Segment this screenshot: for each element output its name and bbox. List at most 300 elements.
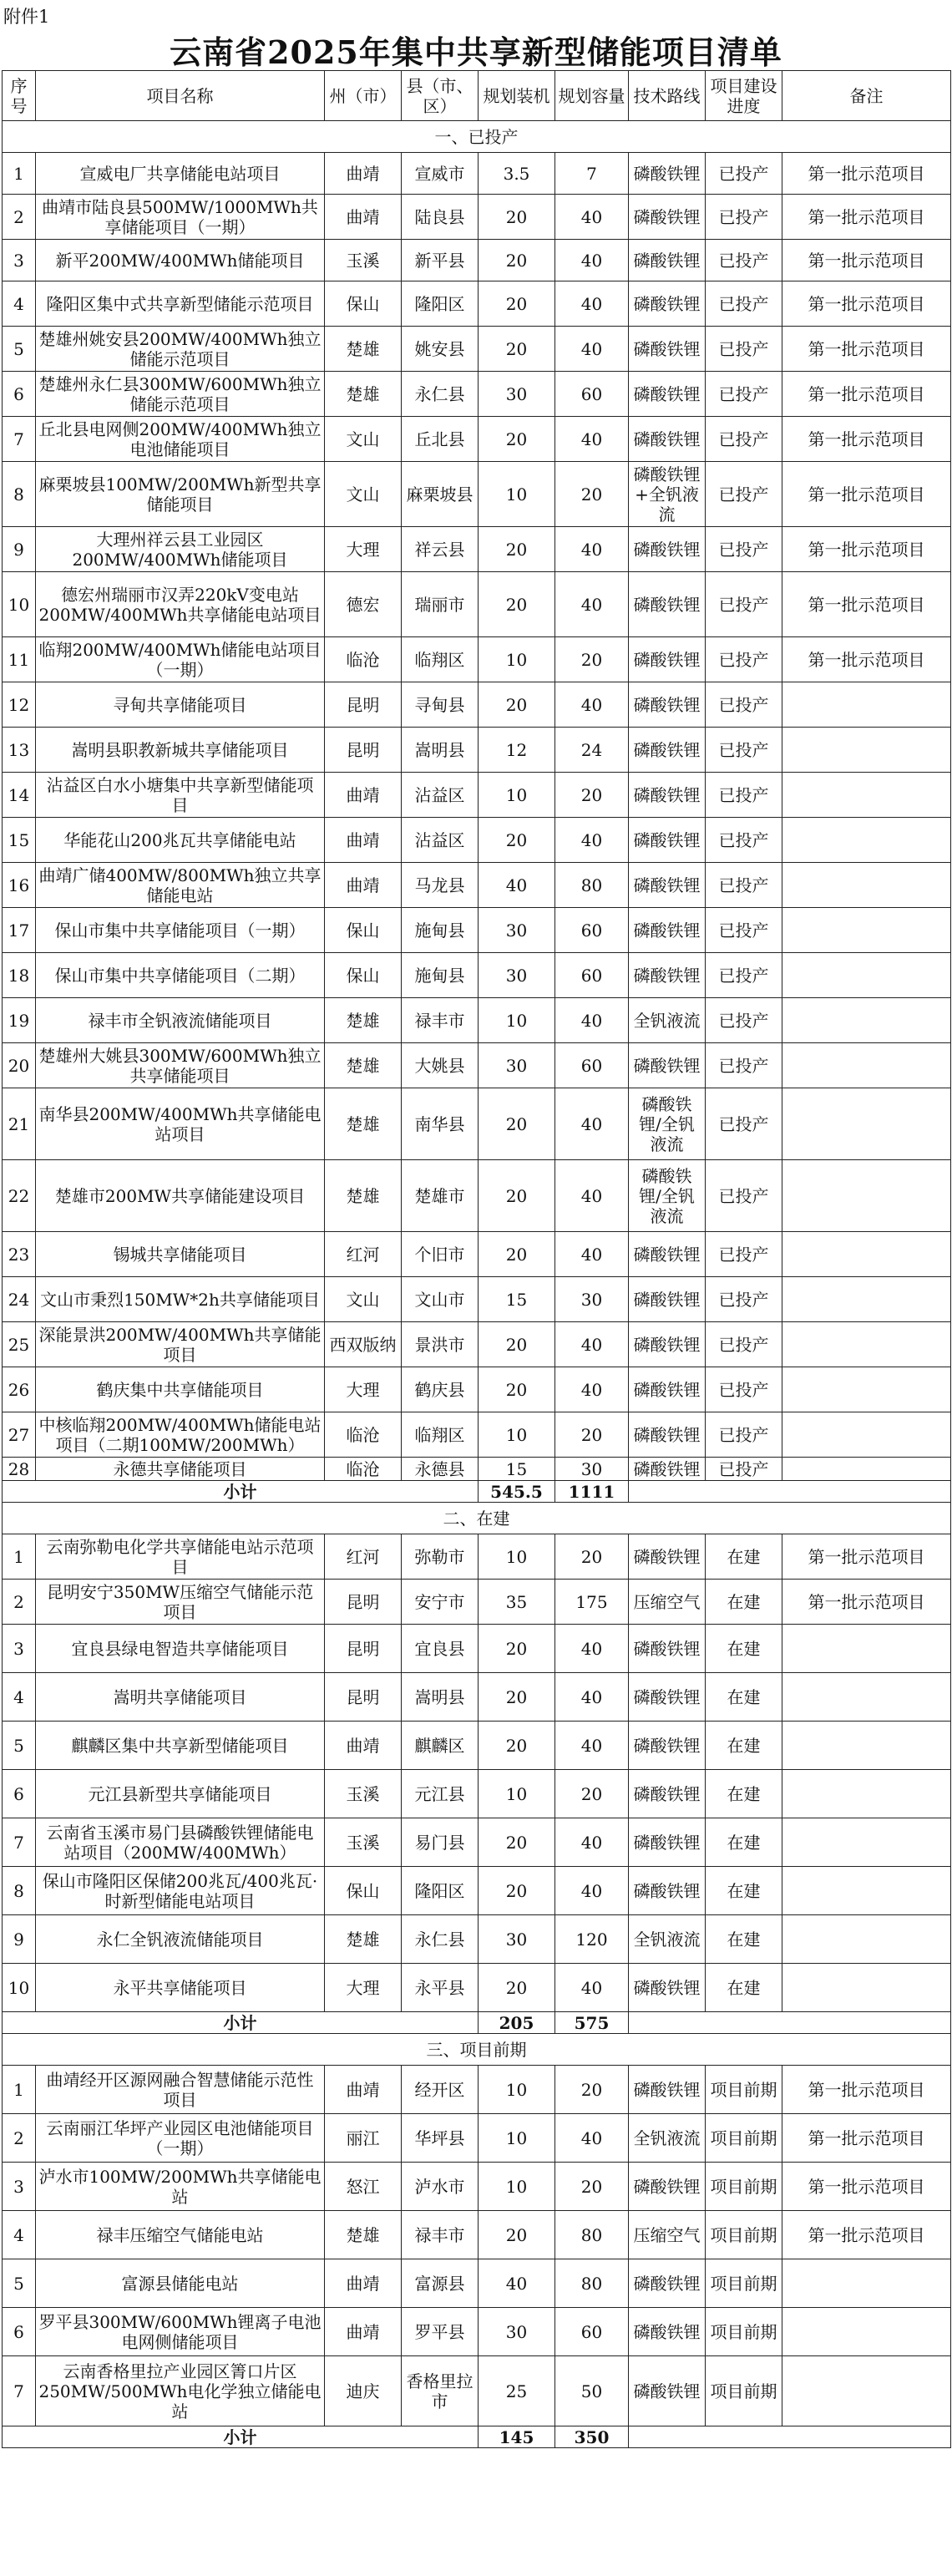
- planned-power-cell: 20: [479, 1818, 555, 1867]
- row-number-cell: 26: [3, 1367, 36, 1412]
- remark-cell: [782, 1818, 951, 1867]
- remark-cell: 第一批示范项目: [782, 637, 951, 682]
- tech-route-cell: 压缩空气: [629, 1580, 706, 1625]
- project-name-cell: 德宏州瑞丽市汉弄220kV变电站200MW/400MWh共享储能电站项目: [36, 572, 325, 637]
- planned-capacity-cell: 40: [555, 1673, 629, 1722]
- subtotal-empty: [629, 1481, 951, 1503]
- city-cell: 楚雄: [325, 372, 402, 417]
- project-name-cell: 云南弥勒电化学共享储能电站示范项目: [36, 1534, 325, 1580]
- table-row: [3, 2114, 951, 2163]
- build-status-cell: 已投产: [706, 953, 782, 998]
- tech-route-cell: 磷酸铁锂: [629, 2308, 706, 2356]
- planned-capacity-cell: 30: [555, 1458, 629, 1481]
- remark-cell: 第一批示范项目: [782, 281, 951, 327]
- row-number-cell: 2: [3, 1580, 36, 1625]
- planned-power-cell: 20: [479, 1722, 555, 1770]
- planned-power-cell: 10: [479, 2114, 555, 2163]
- city-cell: 临沧: [325, 637, 402, 682]
- city-cell: 临沧: [325, 1412, 402, 1458]
- tech-route-cell: 磷酸铁锂: [629, 1722, 706, 1770]
- remark-cell: [782, 682, 951, 728]
- row-number-cell: 6: [3, 2308, 36, 2356]
- row-number-cell: 19: [3, 998, 36, 1043]
- table-row: [3, 1458, 951, 1481]
- tech-route-cell: 磷酸铁锂/全钒液流: [629, 1160, 706, 1232]
- build-status-cell: 已投产: [706, 327, 782, 372]
- build-status-cell: 在建: [706, 1964, 782, 2012]
- city-cell: 临沧: [325, 1458, 402, 1481]
- build-status-cell: 在建: [706, 1673, 782, 1722]
- planned-capacity-cell: 40: [555, 1322, 629, 1367]
- tech-route-cell: 磷酸铁锂: [629, 195, 706, 240]
- city-cell: 曲靖: [325, 153, 402, 195]
- county-cell: 大姚县: [402, 1043, 479, 1088]
- build-status-cell: 已投产: [706, 372, 782, 417]
- planned-capacity-cell: 20: [555, 2066, 629, 2114]
- county-cell: 禄丰市: [402, 998, 479, 1043]
- planned-capacity-cell: 80: [555, 2259, 629, 2308]
- county-cell: 寻甸县: [402, 682, 479, 728]
- subtotal-row: [3, 1481, 951, 1503]
- project-name-cell: 永仁全钒液流储能项目: [36, 1915, 325, 1964]
- planned-power-cell: 12: [479, 728, 555, 773]
- city-cell: 曲靖: [325, 195, 402, 240]
- build-status-cell: 已投产: [706, 1277, 782, 1322]
- remark-cell: [782, 1232, 951, 1277]
- remark-cell: [782, 728, 951, 773]
- tech-route-cell: 磷酸铁锂: [629, 572, 706, 637]
- remark-cell: [782, 1088, 951, 1160]
- row-number-cell: 17: [3, 908, 36, 953]
- planned-power-cell: 15: [479, 1458, 555, 1481]
- build-status-cell: 已投产: [706, 1232, 782, 1277]
- subtotal-capacity: 575: [555, 2012, 629, 2034]
- tech-route-cell: 磷酸铁锂: [629, 417, 706, 462]
- project-name-cell: 临翔200MW/400MWh储能电站项目（一期）: [36, 637, 325, 682]
- remark-cell: 第一批示范项目: [782, 372, 951, 417]
- county-cell: 麒麟区: [402, 1722, 479, 1770]
- build-status-cell: 已投产: [706, 462, 782, 527]
- tech-route-cell: 磷酸铁锂: [629, 2163, 706, 2211]
- county-cell: 马龙县: [402, 863, 479, 908]
- project-name-cell: 锡城共享储能项目: [36, 1232, 325, 1277]
- table-row: [3, 2356, 951, 2426]
- planned-capacity-cell: 40: [555, 527, 629, 572]
- header-power: 规划装机: [479, 71, 555, 121]
- row-number-cell: 1: [3, 153, 36, 195]
- remark-cell: 第一批示范项目: [782, 2211, 951, 2259]
- build-status-cell: 项目前期: [706, 2356, 782, 2426]
- planned-power-cell: 20: [479, 1964, 555, 2012]
- planned-capacity-cell: 40: [555, 572, 629, 637]
- planned-capacity-cell: 40: [555, 682, 629, 728]
- project-name-cell: 永德共享储能项目: [36, 1458, 325, 1481]
- county-cell: 元江县: [402, 1770, 479, 1818]
- tech-route-cell: 磷酸铁锂: [629, 1673, 706, 1722]
- county-cell: 临翔区: [402, 637, 479, 682]
- planned-capacity-cell: 40: [555, 818, 629, 863]
- project-name-cell: 麒麟区集中共享新型储能项目: [36, 1722, 325, 1770]
- city-cell: 西双版纳: [325, 1322, 402, 1367]
- table-row: [3, 572, 951, 637]
- table-row: [3, 2308, 951, 2356]
- build-status-cell: 在建: [706, 1625, 782, 1673]
- county-cell: 姚安县: [402, 327, 479, 372]
- row-number-cell: 4: [3, 281, 36, 327]
- county-cell: 罗平县: [402, 2308, 479, 2356]
- county-cell: 永平县: [402, 1964, 479, 2012]
- row-number-cell: 5: [3, 327, 36, 372]
- planned-power-cell: 20: [479, 1088, 555, 1160]
- subtotal-power: 205: [479, 2012, 555, 2034]
- planned-power-cell: 20: [479, 1367, 555, 1412]
- tech-route-cell: 磷酸铁锂: [629, 1232, 706, 1277]
- table-row: [3, 773, 951, 818]
- subtotal-power: 545.5: [479, 1481, 555, 1503]
- table-row: [3, 728, 951, 773]
- remark-cell: 第一批示范项目: [782, 195, 951, 240]
- row-number-cell: 21: [3, 1088, 36, 1160]
- row-number-cell: 3: [3, 240, 36, 281]
- remark-cell: [782, 863, 951, 908]
- planned-capacity-cell: 40: [555, 1625, 629, 1673]
- county-cell: 沾益区: [402, 818, 479, 863]
- table-row: [3, 2259, 951, 2308]
- city-cell: 保山: [325, 953, 402, 998]
- tech-route-cell: 全钒液流: [629, 1915, 706, 1964]
- city-cell: 昆明: [325, 1625, 402, 1673]
- planned-capacity-cell: 175: [555, 1580, 629, 1625]
- tech-route-cell: 磷酸铁锂: [629, 153, 706, 195]
- tech-route-cell: 磷酸铁锂/全钒液流: [629, 1088, 706, 1160]
- tech-route-cell: 磷酸铁锂: [629, 527, 706, 572]
- project-name-cell: 宜良县绿电智造共享储能项目: [36, 1625, 325, 1673]
- county-cell: 南华县: [402, 1088, 479, 1160]
- project-name-cell: 大理州祥云县工业园区200MW/400MWh储能项目: [36, 527, 325, 572]
- county-cell: 麻栗坡县: [402, 462, 479, 527]
- city-cell: 红河: [325, 1534, 402, 1580]
- planned-capacity-cell: 60: [555, 908, 629, 953]
- planned-power-cell: 10: [479, 637, 555, 682]
- tech-route-cell: 磷酸铁锂: [629, 1770, 706, 1818]
- city-cell: 玉溪: [325, 1818, 402, 1867]
- county-cell: 个旧市: [402, 1232, 479, 1277]
- remark-cell: [782, 1770, 951, 1818]
- section-heading: 二、在建: [3, 1503, 951, 1534]
- annex-label: 附件1: [3, 7, 50, 27]
- remark-cell: [782, 1915, 951, 1964]
- remark-cell: 第一批示范项目: [782, 572, 951, 637]
- build-status-cell: 已投产: [706, 153, 782, 195]
- remark-cell: 第一批示范项目: [782, 1580, 951, 1625]
- city-cell: 玉溪: [325, 240, 402, 281]
- tech-route-cell: 磷酸铁锂: [629, 953, 706, 998]
- planned-power-cell: 10: [479, 1534, 555, 1580]
- build-status-cell: 已投产: [706, 1412, 782, 1458]
- city-cell: 楚雄: [325, 327, 402, 372]
- build-status-cell: 已投产: [706, 637, 782, 682]
- table-row: [3, 1867, 951, 1915]
- city-cell: 楚雄: [325, 1160, 402, 1232]
- header-note: 备注: [782, 71, 951, 121]
- row-number-cell: 10: [3, 572, 36, 637]
- build-status-cell: 已投产: [706, 773, 782, 818]
- project-name-cell: 楚雄市200MW共享储能建设项目: [36, 1160, 325, 1232]
- build-status-cell: 已投产: [706, 195, 782, 240]
- build-status-cell: 已投产: [706, 682, 782, 728]
- planned-capacity-cell: 20: [555, 462, 629, 527]
- table-row: [3, 1818, 951, 1867]
- table-row: [3, 637, 951, 682]
- county-cell: 施甸县: [402, 953, 479, 998]
- city-cell: 曲靖: [325, 2066, 402, 2114]
- remark-cell: 第一批示范项目: [782, 462, 951, 527]
- city-cell: 文山: [325, 462, 402, 527]
- city-cell: 保山: [325, 1867, 402, 1915]
- planned-capacity-cell: 20: [555, 1534, 629, 1580]
- tech-route-cell: 磷酸铁锂: [629, 1412, 706, 1458]
- project-name-cell: 嵩明共享储能项目: [36, 1673, 325, 1722]
- tech-route-cell: 磷酸铁锂: [629, 818, 706, 863]
- planned-capacity-cell: 20: [555, 1412, 629, 1458]
- project-name-cell: 文山市秉烈150MW*2h共享储能项目: [36, 1277, 325, 1322]
- planned-capacity-cell: 40: [555, 281, 629, 327]
- tech-route-cell: 磷酸铁锂: [629, 372, 706, 417]
- build-status-cell: 项目前期: [706, 2259, 782, 2308]
- row-number-cell: 22: [3, 1160, 36, 1232]
- planned-capacity-cell: 80: [555, 2211, 629, 2259]
- planned-capacity-cell: 40: [555, 195, 629, 240]
- subtotal-label: 小计: [3, 2012, 479, 2034]
- project-name-cell: 禄丰市全钒液流储能项目: [36, 998, 325, 1043]
- section-heading-row: [3, 121, 951, 153]
- table-row: [3, 998, 951, 1043]
- city-cell: 玉溪: [325, 1770, 402, 1818]
- county-cell: 易门县: [402, 1818, 479, 1867]
- row-number-cell: 24: [3, 1277, 36, 1322]
- remark-cell: [782, 1277, 951, 1322]
- planned-power-cell: 30: [479, 953, 555, 998]
- remark-cell: [782, 1322, 951, 1367]
- row-number-cell: 1: [3, 2066, 36, 2114]
- header-status: 项目建设进度: [706, 71, 782, 121]
- remark-cell: [782, 908, 951, 953]
- remark-cell: [782, 1367, 951, 1412]
- county-cell: 泸水市: [402, 2163, 479, 2211]
- tech-route-cell: 磷酸铁锂: [629, 1625, 706, 1673]
- table-row: [3, 462, 951, 527]
- tech-route-cell: 磷酸铁锂: [629, 1458, 706, 1481]
- project-name-cell: 新平200MW/400MWh储能项目: [36, 240, 325, 281]
- planned-power-cell: 20: [479, 281, 555, 327]
- planned-power-cell: 20: [479, 1232, 555, 1277]
- build-status-cell: 在建: [706, 1534, 782, 1580]
- row-number-cell: 28: [3, 1458, 36, 1481]
- build-status-cell: 在建: [706, 1915, 782, 1964]
- project-table: [2, 70, 951, 2448]
- row-number-cell: 5: [3, 1722, 36, 1770]
- city-cell: 楚雄: [325, 2211, 402, 2259]
- remark-cell: [782, 1625, 951, 1673]
- table-row: [3, 1722, 951, 1770]
- county-cell: 瑞丽市: [402, 572, 479, 637]
- remark-cell: 第一批示范项目: [782, 153, 951, 195]
- remark-cell: 第一批示范项目: [782, 527, 951, 572]
- project-name-cell: 麻栗坡县100MW/200MWh新型共享储能项目: [36, 462, 325, 527]
- planned-power-cell: 20: [479, 1673, 555, 1722]
- table-body: [3, 121, 951, 2448]
- remark-cell: [782, 1412, 951, 1458]
- project-name-cell: 南华县200MW/400MWh共享储能电站项目: [36, 1088, 325, 1160]
- table-row: [3, 1367, 951, 1412]
- city-cell: 曲靖: [325, 863, 402, 908]
- table-row: [3, 327, 951, 372]
- tech-route-cell: 磷酸铁锂: [629, 773, 706, 818]
- row-number-cell: 14: [3, 773, 36, 818]
- row-number-cell: 9: [3, 1915, 36, 1964]
- remark-cell: [782, 773, 951, 818]
- subtotal-capacity: 350: [555, 2426, 629, 2448]
- project-name-cell: 楚雄州姚安县200MW/400MWh独立储能示范项目: [36, 327, 325, 372]
- table-row: [3, 153, 951, 195]
- row-number-cell: 2: [3, 195, 36, 240]
- tech-route-cell: 磷酸铁锂: [629, 2356, 706, 2426]
- remark-cell: 第一批示范项目: [782, 417, 951, 462]
- build-status-cell: 已投产: [706, 818, 782, 863]
- remark-cell: 第一批示范项目: [782, 2163, 951, 2211]
- row-number-cell: 7: [3, 2356, 36, 2426]
- planned-power-cell: 30: [479, 1043, 555, 1088]
- planned-capacity-cell: 20: [555, 637, 629, 682]
- table-row: [3, 863, 951, 908]
- row-number-cell: 16: [3, 863, 36, 908]
- table-row: [3, 908, 951, 953]
- tech-route-cell: 磷酸铁锂: [629, 2066, 706, 2114]
- remark-cell: [782, 998, 951, 1043]
- county-cell: 隆阳区: [402, 281, 479, 327]
- subtotal-empty: [629, 2012, 951, 2034]
- planned-capacity-cell: 40: [555, 1818, 629, 1867]
- tech-route-cell: 磷酸铁锂: [629, 1367, 706, 1412]
- city-cell: 昆明: [325, 728, 402, 773]
- build-status-cell: 项目前期: [706, 2211, 782, 2259]
- tech-route-cell: 磷酸铁锂: [629, 908, 706, 953]
- table-row: [3, 1412, 951, 1458]
- row-number-cell: 15: [3, 818, 36, 863]
- county-cell: 景洪市: [402, 1322, 479, 1367]
- planned-power-cell: 25: [479, 2356, 555, 2426]
- project-name-cell: 罗平县300MW/600MWh锂离子电池电网侧储能项目: [36, 2308, 325, 2356]
- project-name-cell: 云南丽江华坪产业园区电池储能项目（一期）: [36, 2114, 325, 2163]
- city-cell: 楚雄: [325, 998, 402, 1043]
- tech-route-cell: 压缩空气: [629, 2211, 706, 2259]
- planned-power-cell: 30: [479, 2308, 555, 2356]
- planned-capacity-cell: 40: [555, 1088, 629, 1160]
- project-name-cell: 昆明安宁350MW压缩空气储能示范项目: [36, 1580, 325, 1625]
- row-number-cell: 4: [3, 2211, 36, 2259]
- county-cell: 楚雄市: [402, 1160, 479, 1232]
- city-cell: 楚雄: [325, 1043, 402, 1088]
- remark-cell: [782, 1964, 951, 2012]
- county-cell: 安宁市: [402, 1580, 479, 1625]
- build-status-cell: 已投产: [706, 908, 782, 953]
- project-name-cell: 云南香格里拉产业园区箐口片区250MW/500MWh电化学独立储能电站: [36, 2356, 325, 2426]
- remark-cell: [782, 1458, 951, 1481]
- tech-route-cell: 磷酸铁锂: [629, 327, 706, 372]
- build-status-cell: 项目前期: [706, 2163, 782, 2211]
- table-row: [3, 682, 951, 728]
- planned-power-cell: 3.5: [479, 153, 555, 195]
- county-cell: 丘北县: [402, 417, 479, 462]
- row-number-cell: 9: [3, 527, 36, 572]
- project-name-cell: 永平共享储能项目: [36, 1964, 325, 2012]
- city-cell: 昆明: [325, 682, 402, 728]
- planned-power-cell: 15: [479, 1277, 555, 1322]
- row-number-cell: 11: [3, 637, 36, 682]
- county-cell: 华坪县: [402, 2114, 479, 2163]
- planned-power-cell: 30: [479, 908, 555, 953]
- row-number-cell: 1: [3, 1534, 36, 1580]
- remark-cell: 第一批示范项目: [782, 1534, 951, 1580]
- planned-capacity-cell: 60: [555, 1043, 629, 1088]
- row-number-cell: 7: [3, 417, 36, 462]
- county-cell: 香格里拉市: [402, 2356, 479, 2426]
- planned-power-cell: 20: [479, 195, 555, 240]
- table-row: [3, 1625, 951, 1673]
- city-cell: 楚雄: [325, 1088, 402, 1160]
- row-number-cell: 2: [3, 2114, 36, 2163]
- county-cell: 新平县: [402, 240, 479, 281]
- planned-capacity-cell: 20: [555, 773, 629, 818]
- remark-cell: [782, 1673, 951, 1722]
- build-status-cell: 已投产: [706, 1043, 782, 1088]
- project-name-cell: 禄丰压缩空气储能电站: [36, 2211, 325, 2259]
- tech-route-cell: 磷酸铁锂: [629, 240, 706, 281]
- build-status-cell: 已投产: [706, 1160, 782, 1232]
- tech-route-cell: 磷酸铁锂: [629, 1043, 706, 1088]
- subtotal-empty: [629, 2426, 951, 2448]
- planned-power-cell: 20: [479, 1160, 555, 1232]
- tech-route-cell: 全钒液流: [629, 2114, 706, 2163]
- table-row: [3, 953, 951, 998]
- project-name-cell: 曲靖广储400MW/800MWh独立共享储能电站: [36, 863, 325, 908]
- planned-power-cell: 35: [479, 1580, 555, 1625]
- planned-power-cell: 40: [479, 2259, 555, 2308]
- county-cell: 经开区: [402, 2066, 479, 2114]
- tech-route-cell: 磷酸铁锂: [629, 1867, 706, 1915]
- tech-route-cell: 磷酸铁锂: [629, 863, 706, 908]
- city-cell: 文山: [325, 1277, 402, 1322]
- header-tech: 技术路线: [629, 71, 706, 121]
- remark-cell: [782, 1160, 951, 1232]
- build-status-cell: 已投产: [706, 1458, 782, 1481]
- planned-power-cell: 20: [479, 327, 555, 372]
- planned-capacity-cell: 60: [555, 372, 629, 417]
- table-row: [3, 1964, 951, 2012]
- county-cell: 嵩明县: [402, 728, 479, 773]
- build-status-cell: 项目前期: [706, 2114, 782, 2163]
- city-cell: 曲靖: [325, 773, 402, 818]
- build-status-cell: 项目前期: [706, 2308, 782, 2356]
- row-number-cell: 23: [3, 1232, 36, 1277]
- tech-route-cell: 磷酸铁锂: [629, 1322, 706, 1367]
- city-cell: 曲靖: [325, 818, 402, 863]
- project-name-cell: 寻甸共享储能项目: [36, 682, 325, 728]
- planned-capacity-cell: 20: [555, 2163, 629, 2211]
- subtotal-row: [3, 2426, 951, 2448]
- row-number-cell: 4: [3, 1673, 36, 1722]
- city-cell: 曲靖: [325, 1722, 402, 1770]
